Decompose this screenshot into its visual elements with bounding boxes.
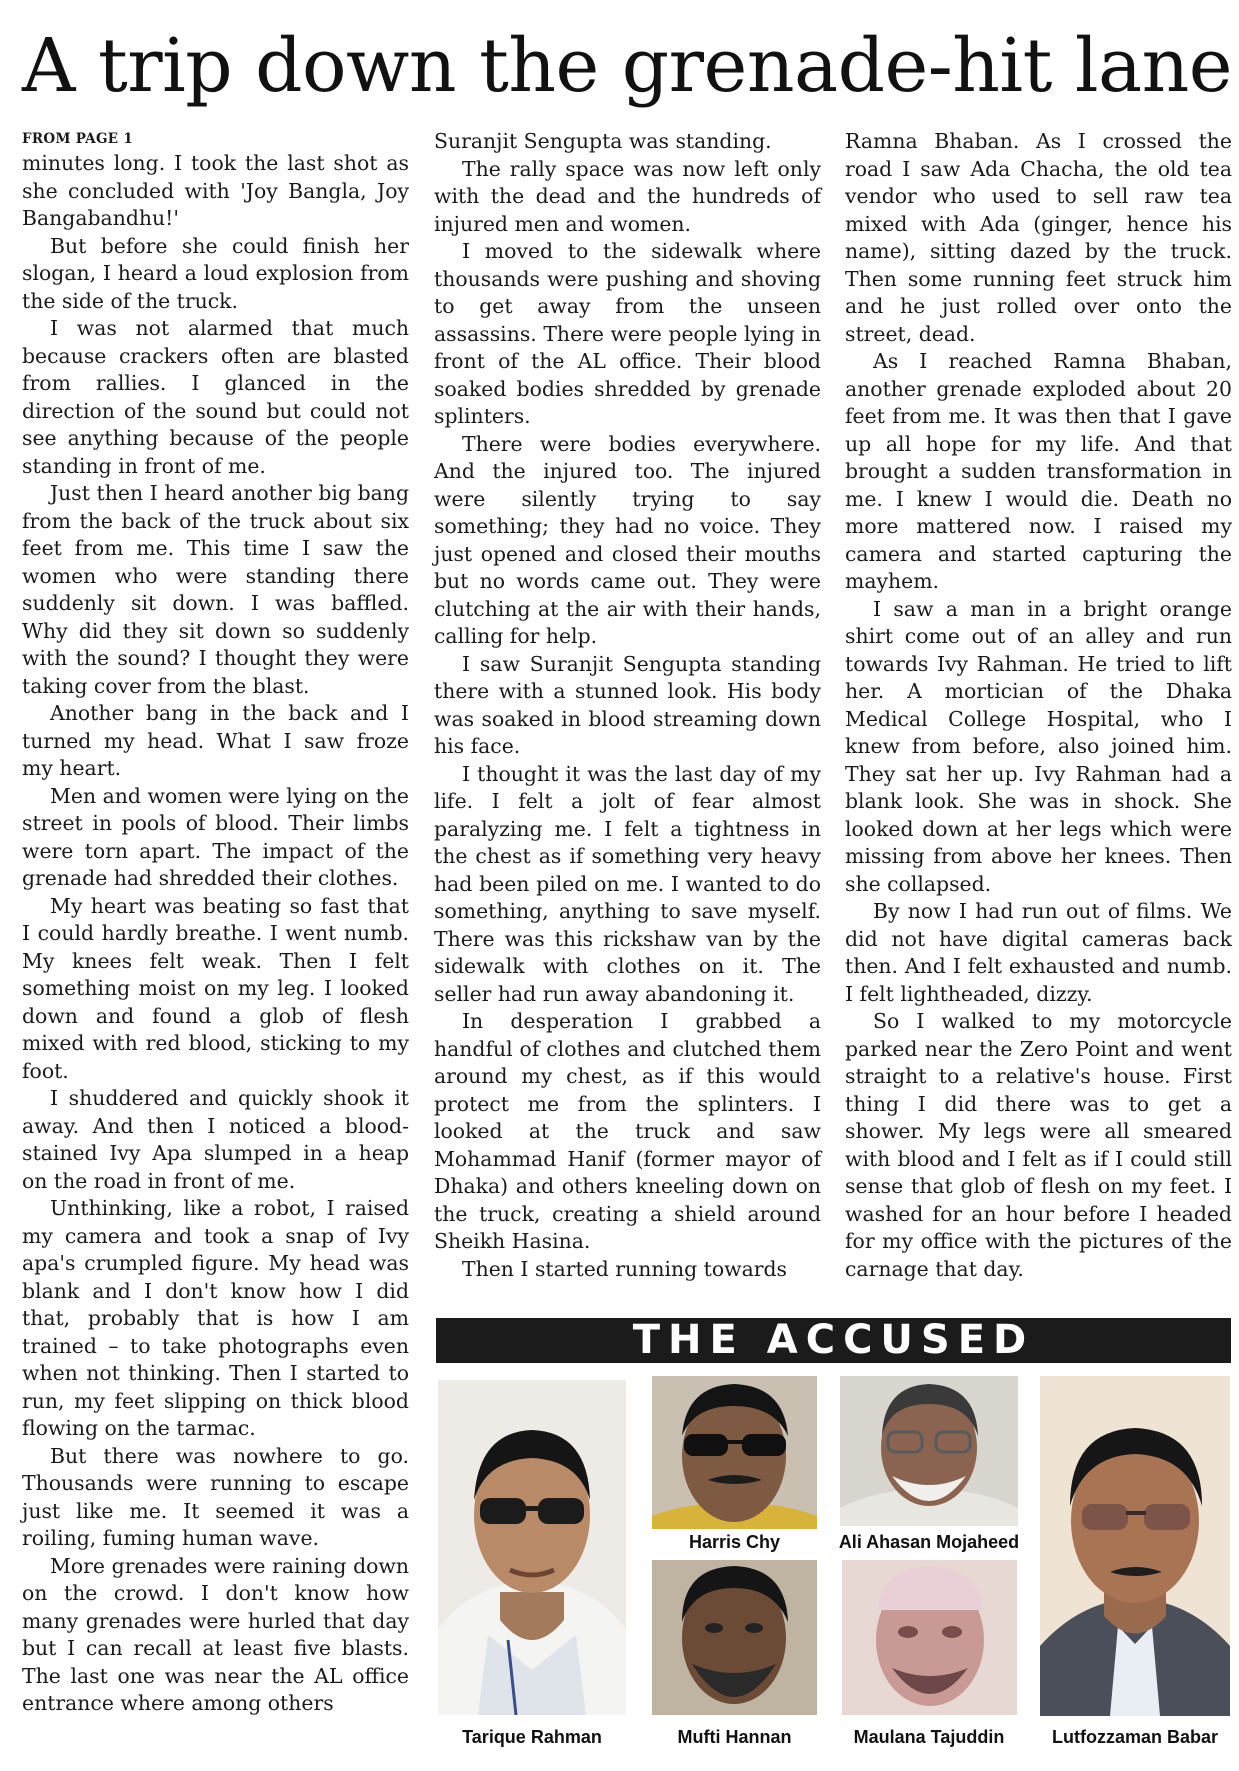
photo-mufti-hannan <box>652 1560 817 1715</box>
paragraph: minutes long. I took the last shot as she concluded with 'Joy Bangla, Joy Bangabandhu!' <box>22 151 409 230</box>
paragraph: But before she could finish her slogan, I heard a loud explosion from the side of the truck. <box>22 233 409 313</box>
paragraph: By now I had run out of films. We did not have digital cameras back then. And I felt exhausted and numb. I felt lightheaded, dizzy. <box>845 899 1232 1006</box>
photo-maulana-tajuddin <box>842 1560 1017 1715</box>
photo-harris-chy <box>652 1376 817 1529</box>
caption-ali-ahasan-mojaheed: Ali Ahasan Mojaheed <box>838 1532 1020 1552</box>
paragraph: I saw a man in a bright orange shirt come out of an alley and run towards Ivy Rahman. He tried to lift her. A mortician of the Dhaka Medical College Hospital, who I knew from before, also joined him. They sat her up. Ivy Rahman had a blank look. She was in shock. She looked down at her legs which were missing from above her knees. Then she collapsed. <box>845 596 1232 896</box>
caption-mufti-hannan: Mufti Hannan <box>677 1727 792 1747</box>
from-page-label: FROM PAGE 1 <box>22 131 134 147</box>
portrait-illustration <box>652 1560 817 1715</box>
portrait-illustration <box>652 1376 817 1529</box>
portrait-illustration <box>840 1376 1018 1526</box>
paragraph: The rally space was now left only with the dead and the hundreds of injured men and women. <box>434 156 821 236</box>
photo-lutfozzaman-babar <box>1040 1376 1230 1716</box>
paragraph: Just then I heard another big bang from the back of the truck about six feet from me. This time I saw the women who were standing there suddenly sit down. I was baffled. Why did they sit down so suddenly with the sound? I thought they were taking cover from the blast. <box>22 481 409 698</box>
article-column-2 <box>434 128 821 1283</box>
paragraph: Ramna Bhaban. As I crossed the road I saw Ada Chacha, the old tea vendor who used to sell raw tea mixed with Ada (ginger, hence his name), sitting dazed by the truck. Then some running feet struck him and he just rolled over onto the street, dead. <box>845 129 1232 346</box>
paragraph: In desperation I grabbed a handful of clothes and clutched them around my chest, as if this would protect me from the splinters. I looked at the truck and saw Mohammad Hanif (former mayor of Dhaka) and others kneeling down on the truck, creating a shield around Sheikh Hasina. <box>434 1009 821 1253</box>
caption-tarique-rahman: Tarique Rahman <box>462 1727 602 1747</box>
paragraph: As I reached Ramna Bhaban, another grenade exploded about 20 feet from me. It was then that I gave up all hope for my life. And that brought a sudden transformation in me. I knew I would die. Death no more mattered now. I raised my camera and started capturing the mayhem. <box>845 349 1232 593</box>
article-column-3 <box>845 128 1232 1283</box>
caption-lutfozzaman-babar: Lutfozzaman Babar <box>1051 1727 1219 1747</box>
paragraph: More grenades were raining down on the crowd. I don't know how many grenades were hurled that day but I can recall at least five blasts. The last one was near the AL office entrance where among others <box>22 1553 409 1715</box>
paragraph: I was not alarmed that much because crackers often are blasted from rallies. I glanced in the direction of the sound but could not see anything because of the people standing in front of me. <box>22 316 409 478</box>
headline: A trip down the grenade-hit lane <box>22 23 1233 109</box>
photo-tarique-rahman <box>438 1380 626 1715</box>
paragraph: I saw Suranjit Sengupta standing there with a stunned look. His body was soaked in blood streaming down his face. <box>434 651 821 758</box>
paragraph: My heart was beating so fast that I could hardly breathe. I went numb. My knees felt weak. Then I felt something moist on my leg. I looked down and found a glob of flesh mixed with red blood, sticking to my foot. <box>22 893 409 1083</box>
portrait-illustration <box>842 1560 1017 1715</box>
accused-section-title: THE ACCUSED <box>436 1318 1231 1363</box>
paragraph: Men and women were lying on the street in pools of blood. Their limbs were torn apart. The impact of the grenade had shredded their clothes. <box>22 783 409 890</box>
paragraph: But there was nowhere to go. Thousands were running to escape just like me. It seemed it was a roiling, fuming human wave. <box>22 1443 409 1550</box>
paragraph: There were bodies everywhere. And the injured too. The injured were silently trying to say something; they had no voice. They just opened and closed their mouths but no words came out. They were clutching at the air with their hands, calling for help. <box>434 431 821 648</box>
paragraph: I shuddered and quickly shook it away. And then I noticed a blood-stained Ivy Apa slumped in a heap on the road in front of me. <box>22 1086 409 1193</box>
paragraph: I thought it was the last day of my life. I felt a jolt of fear almost paralyzing me. I felt a tightness in the chest as if something very heavy had been piled on me. I wanted to do something, anything to save myself. There was this rickshaw van by the sidewalk with clothes on it. The seller had run away abandoning it. <box>434 761 821 1006</box>
caption-harris-chy: Harris Chy <box>688 1532 781 1552</box>
paragraph: So I walked to my motorcycle parked near the Zero Point and went straight to a relative's house. First thing I did there was to get a shower. My legs were all smeared with blood and I felt as if I could still sense that glob of flesh on my feet. I washed for an hour before I headed for my office with the pictures of the carnage that day. <box>845 1009 1232 1281</box>
article-column-1 <box>22 128 409 1718</box>
paragraph: I moved to the sidewalk where thousands were pushing and shoving to get away from the unseen assassins. There were people lying in front of the AL office. Their blood soaked bodies shredded by grenade splinters. <box>434 239 821 428</box>
photo-ali-ahasan-mojaheed <box>840 1376 1018 1526</box>
portrait-illustration <box>438 1380 626 1715</box>
caption-maulana-tajuddin: Maulana Tajuddin <box>853 1727 1005 1747</box>
portrait-illustration <box>1040 1376 1230 1716</box>
paragraph: Another bang in the back and I turned my head. What I saw froze my heart. <box>22 701 409 780</box>
paragraph: Unthinking, like a robot, I raised my camera and took a snap of Ivy apa's crumpled figure. My head was blank and I don't know how I did that, probably that is how I am trained – to take photographs even when not thinking. Then I started to run, my feet slipping on thick blood flowing on the tarmac. <box>22 1196 409 1440</box>
paragraph: Suranjit Sengupta was standing. <box>434 129 772 153</box>
paragraph: Then I started running towards <box>462 1256 787 1281</box>
